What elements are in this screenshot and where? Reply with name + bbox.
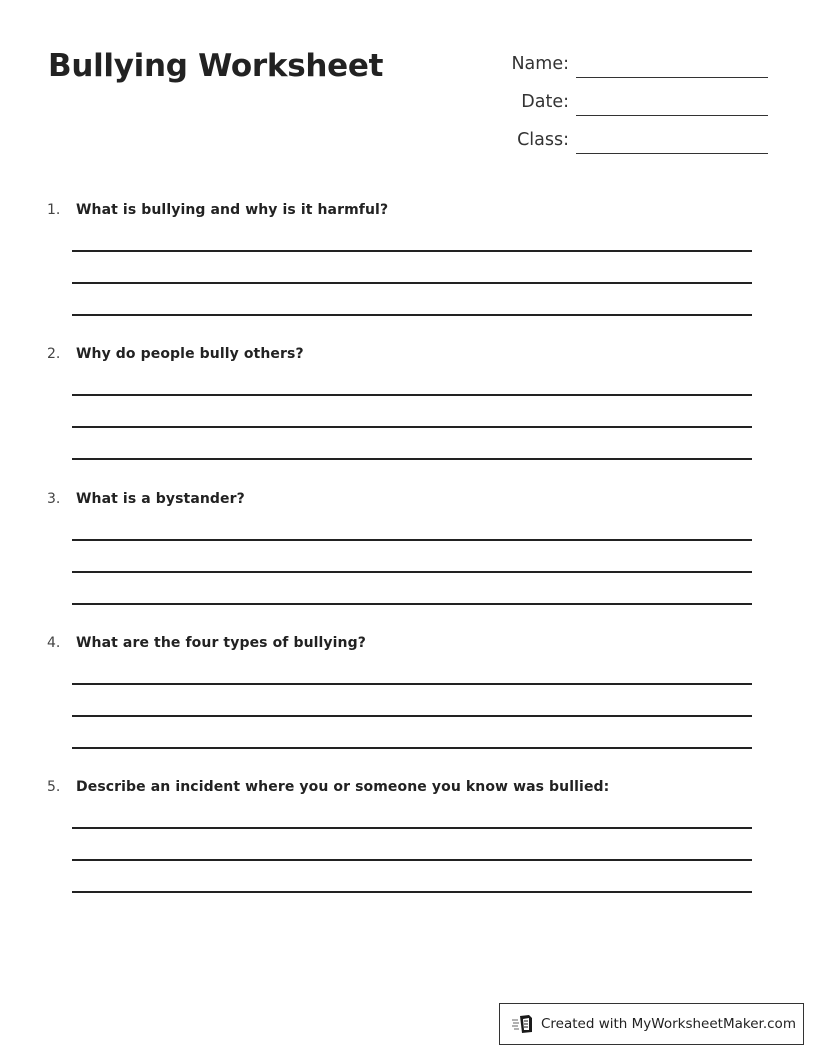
question-number: 2. bbox=[47, 346, 61, 362]
created-with-text[interactable]: Created with MyWorksheetMaker.com bbox=[541, 1016, 796, 1032]
answer-line[interactable] bbox=[72, 683, 752, 685]
name-label: Name: bbox=[511, 54, 569, 74]
answer-line[interactable] bbox=[72, 891, 752, 893]
worksheet-title: Bullying Worksheet bbox=[48, 48, 384, 84]
answer-line[interactable] bbox=[72, 827, 752, 829]
answer-line[interactable] bbox=[72, 859, 752, 861]
answer-line[interactable] bbox=[72, 747, 752, 749]
question-text: What are the four types of bullying? bbox=[76, 635, 366, 651]
date-label: Date: bbox=[521, 92, 569, 112]
answer-line[interactable] bbox=[72, 314, 752, 316]
question-text: What is a bystander? bbox=[76, 491, 245, 507]
question-number: 1. bbox=[47, 202, 61, 218]
answer-line[interactable] bbox=[72, 539, 752, 541]
class-field[interactable] bbox=[470, 124, 768, 154]
worksheet-maker-logo-icon bbox=[512, 1014, 534, 1034]
date-field[interactable] bbox=[470, 86, 768, 116]
name-field[interactable] bbox=[470, 48, 768, 78]
answer-line[interactable] bbox=[72, 426, 752, 428]
answer-line[interactable] bbox=[72, 571, 752, 573]
answer-line[interactable] bbox=[72, 458, 752, 460]
question-text: What is bullying and why is it harmful? bbox=[76, 202, 389, 218]
created-with-badge[interactable] bbox=[499, 1003, 804, 1045]
date-underline[interactable] bbox=[576, 115, 768, 116]
answer-line[interactable] bbox=[72, 394, 752, 396]
question-number: 3. bbox=[47, 491, 61, 507]
question-text: Why do people bully others? bbox=[76, 346, 304, 362]
answer-line[interactable] bbox=[72, 715, 752, 717]
question-number: 4. bbox=[47, 635, 61, 651]
answer-line[interactable] bbox=[72, 603, 752, 605]
question-text: Describe an incident where you or someone you know was bullied: bbox=[76, 779, 610, 795]
class-label: Class: bbox=[517, 130, 569, 150]
question-number: 5. bbox=[47, 779, 61, 795]
class-underline[interactable] bbox=[576, 153, 768, 154]
name-underline[interactable] bbox=[576, 77, 768, 78]
answer-line[interactable] bbox=[72, 282, 752, 284]
answer-line[interactable] bbox=[72, 250, 752, 252]
